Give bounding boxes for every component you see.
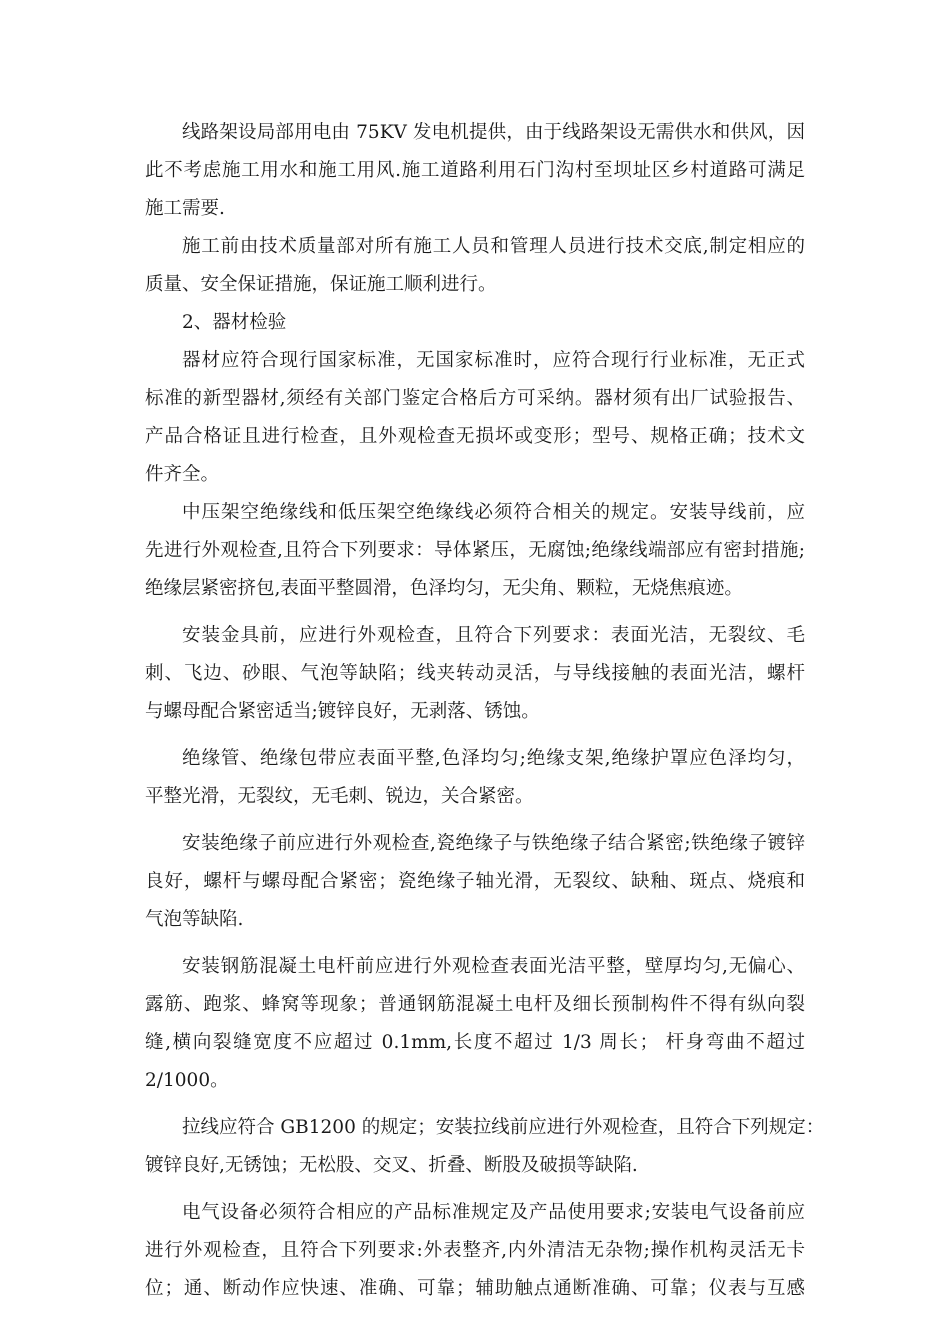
text-line: 施工前由技术质量部对所有施工人员和管理人员进行技术交底,制定相应的: [182, 236, 805, 257]
text-line: 刺、飞边、砂眼、气泡等缺陷；线夹转动灵活，与导线接触的表面光洁，螺杆: [145, 663, 805, 684]
text-line: 露筋、跑浆、蜂窝等现象；普通钢筋混凝土电杆及细长预制构件不得有纵向裂: [145, 994, 805, 1015]
text-line: 安装金具前，应进行外观检查，且符合下列要求：表面光洁，无裂纹、毛: [182, 625, 805, 646]
text-line: 缝,横向裂缝宽度不应超过 0.1mm,长度不超过 1/3 周长； 杆身弯曲不超过: [145, 1032, 805, 1053]
text-line: 先进行外观检查,且符合下列要求：导体紧压，无腐蚀;绝缘线端部应有密封措施;: [145, 540, 805, 561]
text-line: 器材应符合现行国家标准，无国家标准时，应符合现行行业标准，无正式: [182, 350, 805, 371]
text-line: 件齐全。: [145, 464, 220, 485]
text-line: 线路架设局部用电由 75KV 发电机提供，由于线路架设无需供水和供风，因: [182, 122, 805, 143]
text-line: 产品合格证且进行检查，且外观检查无损坏或变形；型号、规格正确；技术文: [145, 426, 805, 447]
text-line: 镀锌良好,无锈蚀；无松股、交叉、折叠、断股及破损等缺陷.: [145, 1155, 638, 1176]
text-line: 安装绝缘子前应进行外观检查,瓷绝缘子与铁绝缘子结合紧密;铁绝缘子镀锌: [182, 833, 805, 854]
text-line: 气泡等缺陷.: [145, 909, 244, 930]
text-line: 2/1000。: [145, 1070, 229, 1091]
text-line: 质量、安全保证措施，保证施工顺利进行。: [145, 274, 497, 295]
text-line: 绝缘层紧密挤包,表面平整圆滑，色泽均匀，无尖角、颗粒，无烧焦痕迹。: [145, 578, 743, 599]
text-line: 平整光滑，无裂纹，无毛刺、锐边，关合紧密。: [145, 786, 534, 807]
text-line: 良好，螺杆与螺母配合紧密；瓷绝缘子轴光滑，无裂纹、缺釉、斑点、烧痕和: [145, 871, 805, 892]
text-line: 绝缘管、绝缘包带应表面平整,色泽均匀;绝缘支架,绝缘护罩应色泽均匀，: [182, 748, 805, 769]
text-line: 电气设备必须符合相应的产品标准规定及产品使用要求;安装电气设备前应: [182, 1202, 805, 1223]
text-line: 施工需要.: [145, 198, 225, 219]
text-line: 位；通、断动作应快速、准确、可靠；辅助触点通断准确、可靠；仪表与互感: [145, 1278, 805, 1299]
text-line: 中压架空绝缘线和低压架空绝缘线必须符合相关的规定。安装导线前，应: [182, 502, 805, 523]
text-line: 进行外观检查，且符合下列要求:外表整齐,内外清洁无杂物;操作机构灵活无卡: [145, 1240, 805, 1261]
text-line: 与螺母配合紧密适当;镀锌良好，无剥落、锈蚀。: [145, 701, 540, 722]
text-line: 此不考虑施工用水和施工用风.施工道路利用石门沟村至坝址区乡村道路可满足: [145, 160, 805, 181]
text-line: 2、器材检验: [182, 312, 287, 333]
text-line: 安装钢筋混凝土电杆前应进行外观检查表面光洁平整，壁厚均匀,无偏心、: [182, 956, 805, 977]
text-line: 标准的新型器材,须经有关部门鉴定合格后方可采纳。器材须有出厂试验报告、: [145, 388, 805, 409]
text-line: 拉线应符合 GB1200 的规定；安装拉线前应进行外观检查，且符合下列规定：: [182, 1117, 825, 1138]
